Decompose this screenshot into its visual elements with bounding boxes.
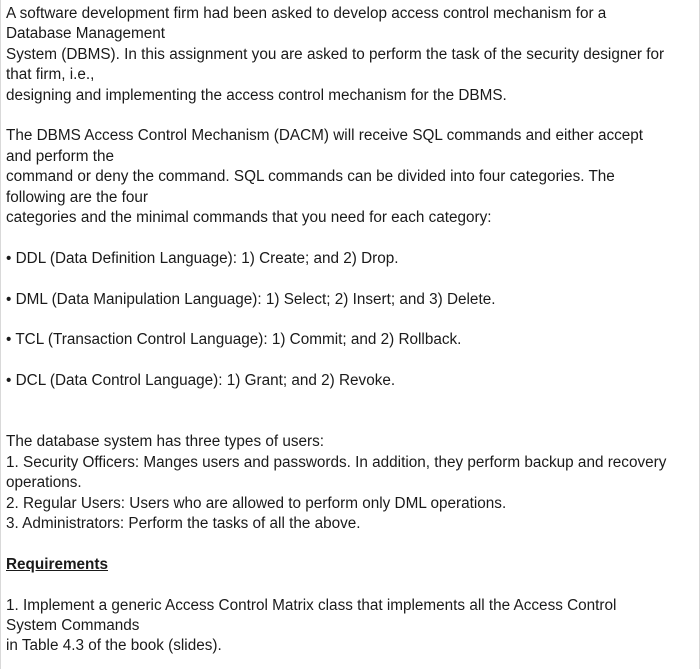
intro-line: Database Management xyxy=(6,25,166,43)
user-types-paragraph xyxy=(6,432,693,534)
spacer xyxy=(6,412,693,432)
intro-paragraph xyxy=(6,4,693,106)
dacm-line: following are the four xyxy=(6,188,149,206)
intro-line: System (DBMS). In this assignment you are asked to perform the task of the security designer for xyxy=(6,45,665,63)
sql-category-item: • DML (Data Manipulation Language): 1) Select; 2) Insert; and 3) Delete. xyxy=(6,290,496,308)
sql-category-item: • DDL (Data Definition Language): 1) Create; and 2) Drop. xyxy=(6,249,399,267)
dacm-line: command or deny the command. SQL commands can be divided into four categories. The xyxy=(6,168,615,186)
users-line: operations. xyxy=(6,474,82,492)
users-line: 2. Regular Users: Users who are allowed to perform only DML operations. xyxy=(6,494,507,512)
users-line: 3. Administrators: Perform the tasks of all the above. xyxy=(6,515,361,533)
spacer xyxy=(6,351,693,371)
users-line: 1. Security Officers: Manges users and passwords. In addition, they perform backup and recovery xyxy=(6,453,667,471)
requirement-line: in Table 4.3 of the book (slides). xyxy=(6,637,222,655)
requirements-heading: Requirements xyxy=(6,555,109,573)
intro-line: that firm, i.e., xyxy=(6,66,95,84)
sql-category-item: • DCL (Data Control Language): 1) Grant; and 2) Revoke. xyxy=(6,372,396,390)
users-line: The database system has three types of users: xyxy=(6,433,325,451)
dacm-line: The DBMS Access Control Mechanism (DACM) will receive SQL commands and either accept xyxy=(6,127,644,145)
intro-line: A software development firm had been asked to develop access control mechanism for a xyxy=(6,5,607,22)
spacer xyxy=(6,392,693,412)
dacm-line: and perform the xyxy=(6,147,114,165)
spacer xyxy=(6,310,693,330)
dacm-paragraph xyxy=(6,126,693,228)
intro-line: designing and implementing the access control mechanism for the DBMS. xyxy=(6,86,507,104)
spacer xyxy=(6,106,693,126)
sql-category-list xyxy=(6,249,693,392)
requirement-line: 1. Implement a generic Access Control Matrix class that implements all the Access Control xyxy=(6,596,617,614)
requirements-section xyxy=(6,555,693,657)
spacer xyxy=(6,575,693,595)
spacer xyxy=(6,228,693,248)
spacer xyxy=(6,534,693,554)
requirement-line: System Commands xyxy=(6,617,140,635)
sql-category-item: • TCL (Transaction Control Language): 1) Commit; and 2) Rollback. xyxy=(6,331,462,349)
dacm-line: categories and the minimal commands that you need for each category: xyxy=(6,209,492,227)
spacer xyxy=(6,269,693,289)
